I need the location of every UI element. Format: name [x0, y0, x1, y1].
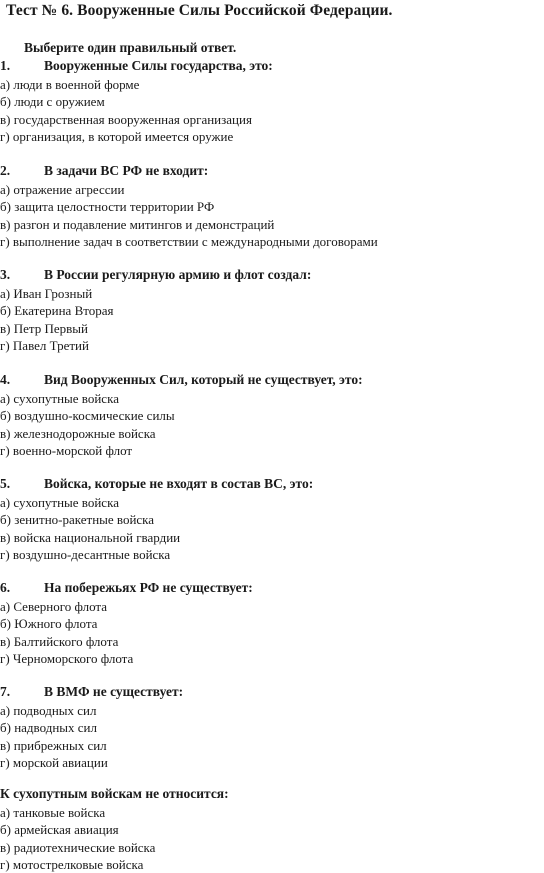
question-text: В ВМФ не существует:	[44, 684, 184, 699]
question-text: В России регулярную армию и флот создал:	[44, 267, 312, 282]
instruction-text: Выберите один правильный ответ.	[24, 40, 237, 55]
question-7	[0, 684, 544, 771]
answer-option-a: а) Иван Грозный	[0, 286, 93, 301]
answer-option-a: а) Северного флота	[0, 599, 108, 614]
answer-option-d: г) морской авиации	[0, 754, 108, 770]
question-number: 7.	[0, 684, 11, 699]
answer-option-c: в) государственная вооруженная организация	[0, 111, 252, 127]
question-header	[0, 580, 544, 598]
answer-option-c: в) железнодорожные войска	[0, 425, 156, 441]
answer-option-b: б) армейская авиация	[0, 822, 119, 838]
answer-option-b: б) Екатерина Вторая	[0, 303, 114, 319]
answer-option-c: в) Петр Первый	[0, 320, 88, 336]
question-header	[0, 267, 544, 285]
answer-option-b: б) надводных сил	[0, 720, 97, 736]
question-number: 2.	[0, 163, 11, 178]
question-number: 5.	[0, 476, 11, 491]
question-header	[0, 372, 544, 390]
answer-option-a: а) танковые войска	[0, 805, 106, 820]
answer-option-b: б) воздушно-космические силы	[0, 408, 175, 424]
answer-option-b: б) люди с оружием	[0, 94, 105, 110]
answer-option-b: б) зенитно-ракетные войска	[0, 512, 155, 528]
answer-option-a: а) люди в военной форме	[0, 77, 140, 92]
question-number: 6.	[0, 580, 11, 595]
answer-option-c: в) Балтийского флота	[0, 633, 119, 649]
answer-option-b: б) Южного флота	[0, 616, 98, 632]
answer-option-d: г) мотострелковые войска	[0, 856, 144, 872]
answer-option-a: а) подводных сил	[0, 703, 97, 718]
question-text: Войска, которые не входят в состав ВС, это:	[44, 476, 314, 491]
answer-option-d: г) Павел Третий	[0, 337, 89, 353]
document-title: Тест № 6. Вооруженные Силы Российской Федерации.	[6, 2, 393, 19]
answer-option-d: г) Черноморского флота	[0, 650, 134, 666]
question-text: На побережьях РФ не существует:	[44, 580, 253, 595]
question-5	[0, 476, 544, 563]
question-header	[0, 786, 544, 804]
question-text: Вооруженные Силы государства, это:	[44, 58, 273, 73]
question-2	[0, 163, 544, 250]
answer-option-c: в) разгон и подавление митингов и демонстраций	[0, 216, 275, 232]
question-number: 4.	[0, 372, 11, 387]
answer-option-d: г) воздушно-десантные войска	[0, 546, 171, 562]
answer-option-c: в) радиотехнические войска	[0, 839, 156, 855]
question-header	[0, 163, 544, 181]
answer-option-c: в) прибрежных сил	[0, 737, 107, 753]
question-text: В задачи ВС РФ не входит:	[44, 163, 209, 178]
answer-option-c: в) войска национальной гвардии	[0, 529, 181, 545]
question-header	[0, 58, 544, 76]
question-number: 1.	[0, 58, 11, 73]
answer-option-d: г) выполнение задач в соответствии с международными договорами	[0, 233, 378, 249]
question-text: К сухопутным войскам не относится:	[0, 786, 229, 801]
answer-option-b: б) защита целостности территории РФ	[0, 199, 215, 215]
question-8	[0, 786, 544, 873]
answer-option-a: а) сухопутные войска	[0, 391, 119, 406]
answer-option-d: г) военно-морской флот	[0, 442, 133, 458]
question-6	[0, 580, 544, 667]
question-number: 3.	[0, 267, 11, 282]
question-text: Вид Вооруженных Сил, который не существует, это:	[44, 372, 363, 387]
question-3	[0, 267, 544, 354]
answer-option-a: а) отражение агрессии	[0, 182, 125, 197]
question-4	[0, 372, 544, 459]
answer-option-d: г) организация, в которой имеется оружие	[0, 128, 234, 144]
answer-option-a: а) сухопутные войска	[0, 495, 119, 510]
question-header	[0, 476, 544, 494]
question-1	[0, 58, 544, 145]
question-header	[0, 684, 544, 702]
